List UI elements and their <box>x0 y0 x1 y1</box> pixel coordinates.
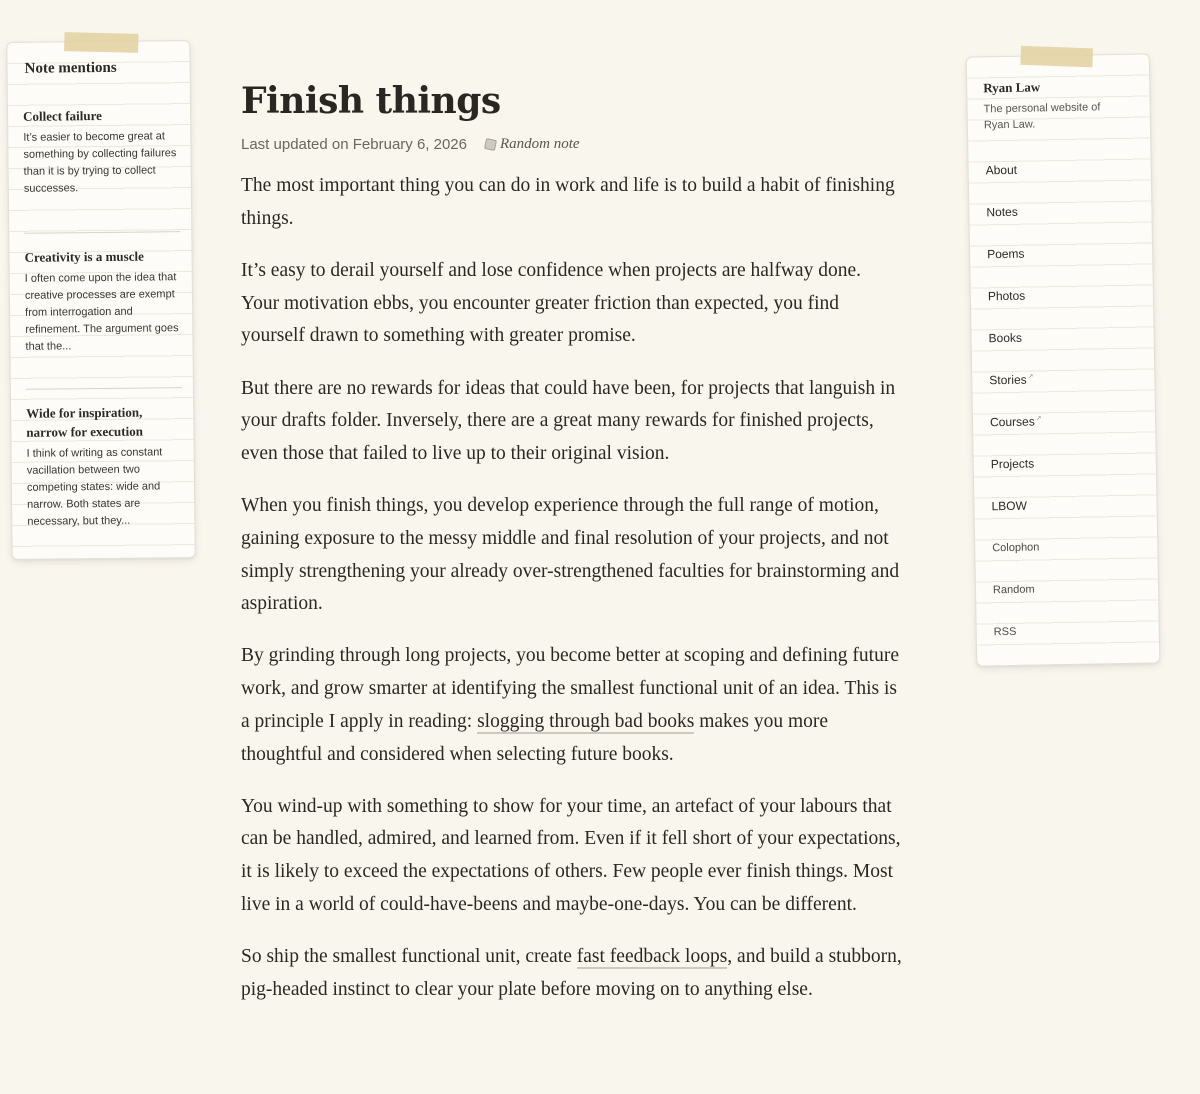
nav-item-rss[interactable]: RSS <box>993 625 1017 639</box>
mention-excerpt: I think of writing as constant vacillation between two competing states: wide and narrow. Both states are necessary, but they... <box>26 446 163 528</box>
fast-feedback-loops-link[interactable]: fast feedback loops <box>576 946 728 968</box>
external-link-icon: ↗ <box>1027 373 1034 381</box>
paragraph-text: By grinding through long projects, you become better at scoping and defining future work, and grow smarter at identifying the smallest functional unit of an idea. This is a principle I apply in reading: <box>241 645 899 732</box>
tape-decoration <box>64 32 138 53</box>
nav-item-projects[interactable]: Projects <box>990 456 1035 472</box>
article-body <box>241 170 903 1006</box>
nav-item-random[interactable]: Random <box>992 583 1035 597</box>
dice-icon <box>484 138 497 151</box>
random-note-link[interactable] <box>485 136 580 153</box>
mention-item-collect-failure[interactable] <box>23 105 182 198</box>
paragraph <box>241 941 903 1006</box>
nav-item-lbow[interactable]: LBOW <box>991 498 1028 514</box>
mention-excerpt: It’s easier to become great at something by collecting failures than it is by trying to collect successes. <box>23 130 177 195</box>
mention-divider <box>24 231 180 234</box>
site-nav-card <box>966 53 1161 666</box>
nav-item-books[interactable]: Books <box>988 330 1023 346</box>
random-note-label: Random note <box>500 136 580 152</box>
paragraph: But there are no rewards for ideas that could have been, for projects that languish in your drafts folder. Inversely, there are a great many rewards for finished projects, even those that failed to live up to their original vision. <box>241 377 896 464</box>
mention-title: Creativity is a muscle <box>24 248 144 265</box>
paragraph: When you finish things, you develop experience through the full range of motion, gaining exposure to the messy middle and final resolution of your projects, and not simply strengthening your already over-strengthened faculties for brainstorming and aspiration. <box>241 495 900 615</box>
nav-item-label: Stories <box>989 372 1027 388</box>
nav-item-label: Courses <box>989 414 1035 430</box>
nav-item-photos[interactable]: Photos <box>987 288 1026 304</box>
mention-excerpt: I often come upon the idea that creative processes are exempt from interrogation and refinement. The argument goes that the... <box>24 271 179 353</box>
mention-title: Wide for inspiration, narrow for execution <box>26 404 143 440</box>
note-mentions-card <box>6 40 195 560</box>
external-link-icon: ↗ <box>1035 415 1042 423</box>
paragraph-text: makes you more thoughtful and considered when selecting future books. <box>241 710 829 765</box>
mention-item-wide-narrow[interactable] <box>26 402 185 531</box>
page-title: Finish things <box>241 80 501 122</box>
paragraph-text: So ship the smallest functional unit, create <box>241 946 577 968</box>
note-mentions-title: Note mentions <box>24 59 117 77</box>
paragraph: You wind-up with something to show for your time, an artefact of your labours that can be handled, admired, and learned from. Even if it fell short of your expectations, it is likely to exceed the expectations of others. Few people ever finish things. Most live in a world of could-have-beens and maybe-one-days. You can be different. <box>241 795 901 915</box>
site-description: The personal website of Ryan Law. <box>983 101 1101 132</box>
paragraph: It’s easy to derail yourself and lose confidence when projects are halfway done. Your motivation ebbs, you encounter greater friction than expected, you find yourself drawn to something with greater promise. <box>241 259 861 347</box>
tape-decoration <box>1020 46 1093 68</box>
paragraph <box>241 640 903 771</box>
slogging-through-bad-books-link[interactable]: slogging through bad books <box>477 710 695 732</box>
nav-item-about[interactable]: About <box>985 162 1018 178</box>
nav-item-colophon[interactable]: Colophon <box>992 541 1040 555</box>
article <box>241 80 903 1006</box>
last-updated: Last updated on February 6, 2026 <box>241 136 467 153</box>
nav-item-poems[interactable]: Poems <box>987 246 1025 262</box>
article-meta <box>241 136 903 153</box>
paragraph: The most important thing you can do in work and life is to build a habit of finishing things. <box>241 175 895 229</box>
nav-item-courses[interactable] <box>990 414 1042 429</box>
nav-item-notes[interactable]: Notes <box>986 204 1018 220</box>
mention-title: Collect failure <box>22 107 102 124</box>
paragraph-text: , and build a stubborn, pig-headed instinct to clear your plate before moving on to anything else. <box>241 946 902 1000</box>
site-name[interactable]: Ryan Law <box>983 79 1041 96</box>
nav-item-stories[interactable] <box>989 373 1033 388</box>
mention-item-creativity[interactable] <box>24 246 183 356</box>
mention-divider <box>26 387 182 390</box>
